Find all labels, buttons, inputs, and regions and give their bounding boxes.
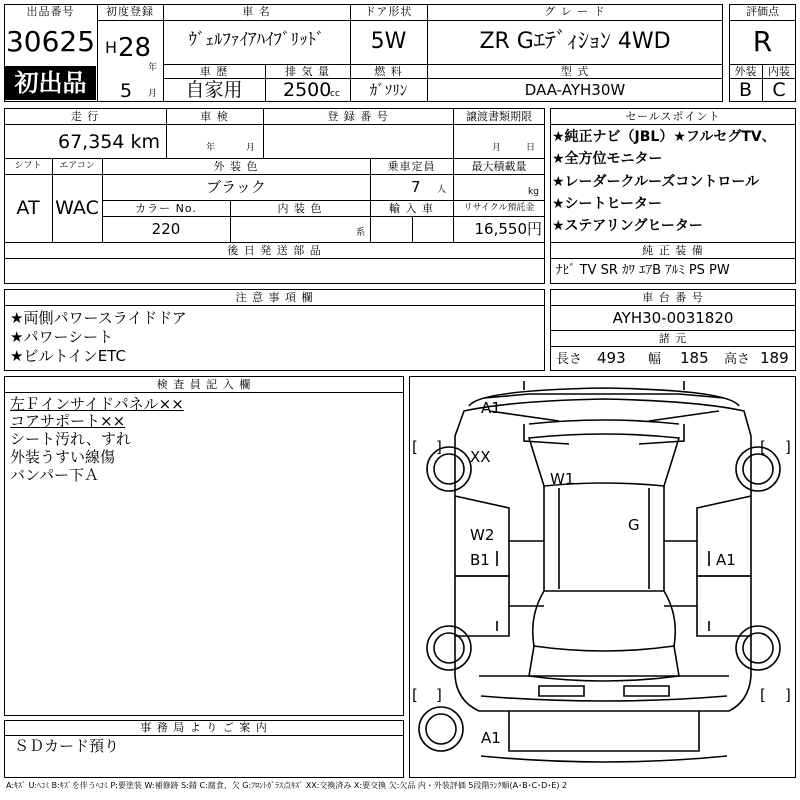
- plate-label: 登 録 番 号: [327, 110, 389, 123]
- car-name-label: 車 名: [242, 5, 271, 18]
- displacement-label: 排 気 量: [285, 65, 330, 78]
- max-load-unit: kg: [528, 187, 539, 197]
- damage-mark: XX: [470, 448, 491, 466]
- inspector-line: シート汚れ、すれ: [10, 430, 131, 448]
- inspection-month-unit: 月: [246, 143, 256, 153]
- transfer-month-unit: 月: [492, 143, 502, 153]
- diagram-bracket: ]: [436, 438, 442, 456]
- car-name: ｳﾞｪﾙﾌｧｲｱﾊｲﾌﾞﾘｯﾄﾞ: [188, 30, 325, 50]
- diagram-bracket: ]: [785, 686, 791, 704]
- notes-line: ★ビルトインETC: [10, 347, 126, 365]
- recycle-deposit: 16,550円: [474, 220, 542, 238]
- equipment-label: 純 正 装 備: [642, 244, 704, 257]
- interior-color-label: 内 装 色: [277, 202, 323, 215]
- inspector-line: 左Ｆインサイドパネル××: [10, 395, 184, 413]
- damage-mark: G: [628, 516, 640, 534]
- history-label: 車 歴: [199, 65, 229, 78]
- capacity: 7: [411, 178, 421, 196]
- history: 自家用: [185, 79, 243, 101]
- notes-line: ★パワーシート: [10, 328, 114, 346]
- sales-points-label: セールスポイント: [625, 110, 721, 123]
- chassis-label: 車 台 番 号: [642, 291, 704, 304]
- color-number-label: カラー No.: [135, 202, 197, 215]
- legend-text: A:ｷｽﾞ U:ﾍｺﾐ B:ｷｽﾞを伴うﾍｺﾐ P:要塗装 W:補修跡 S:錆 C:腐食、欠 G:ﾌﾛﾝﾄｶﾞﾗｽ点ｷｽﾞ XX:交換済み X:要交換 欠:欠品 内・外装評価 5段階ﾗﾝｸ順(A･B･C･D･E) 2: [6, 781, 568, 790]
- ac-label: エアコン: [59, 161, 95, 171]
- diagram-bracket: ]: [436, 686, 442, 704]
- grade-label: グ レ ー ド: [544, 5, 606, 18]
- recycle-deposit-label: リサイクル預託金: [463, 203, 535, 213]
- height-label: 高さ: [724, 352, 751, 367]
- diagram-bracket: [: [760, 686, 766, 704]
- door-label: ドア形状: [364, 5, 413, 18]
- spec-label: 諸 元: [658, 332, 688, 345]
- score: R: [752, 25, 773, 58]
- max-load-label: 最大積載量: [471, 160, 527, 173]
- color-number: 220: [151, 220, 181, 238]
- exterior-grade: B: [738, 79, 753, 101]
- inspection-year-unit: 年: [206, 143, 216, 153]
- damage-mark: B1: [470, 551, 490, 569]
- car-diagram: [409, 376, 796, 778]
- sales-point-item: ★純正ナビ（JBL）★フルセグTV、: [552, 129, 776, 145]
- mileage: 67,354 km: [58, 131, 161, 153]
- exterior-color: ブラック: [206, 178, 266, 196]
- inspector-line: 外装うすい線傷: [10, 448, 116, 466]
- month: 5: [120, 80, 133, 102]
- wheel-icon: [419, 447, 780, 751]
- length-label: 長さ: [556, 352, 583, 367]
- month-unit: 月: [148, 89, 158, 99]
- inspector-line: コアサポート××: [10, 412, 126, 430]
- diagram-bracket: [: [412, 438, 418, 456]
- height: 189: [760, 349, 789, 367]
- score-label: 評価点: [746, 5, 779, 18]
- first-listing-badge-text: 初出品: [14, 69, 87, 97]
- width: 185: [680, 349, 709, 367]
- era: H: [105, 38, 118, 57]
- transfer-day-unit: 日: [526, 143, 536, 153]
- lot-number-label: 出品番号: [26, 5, 75, 18]
- air-conditioner: WAC: [55, 197, 99, 219]
- inspection-label: 車 検: [200, 110, 229, 123]
- sales-point-item: ★レーダークルーズコントロール: [552, 174, 760, 190]
- year: 28: [118, 33, 152, 63]
- displacement-unit: cc: [330, 89, 340, 99]
- capacity-unit: 人: [437, 185, 447, 195]
- door-type: 5W: [370, 29, 407, 54]
- damage-mark: A1: [481, 399, 501, 417]
- year-unit: 年: [148, 63, 158, 73]
- fuel-label: 燃 料: [374, 65, 403, 78]
- sales-point-item: ★シートヒーター: [552, 196, 662, 212]
- sales-point-item: ★全方位モニター: [552, 151, 663, 167]
- shift: AT: [16, 197, 40, 219]
- office-label: 事 務 局 よ り ご 案 内: [140, 721, 268, 734]
- damage-mark: A1: [481, 729, 501, 747]
- sales-point-item: ★ステアリングヒーター: [552, 218, 703, 234]
- interior-color-unit: 系: [356, 228, 366, 238]
- office-note: ＳＤカード預り: [14, 737, 120, 755]
- notes-label: 注 意 事 項 欄: [235, 291, 314, 304]
- grade: ZR Gｴﾃﾞｨｼｮﾝ 4WD: [479, 29, 671, 54]
- diagram-bracket: ]: [785, 438, 791, 456]
- damage-mark: A1: [716, 551, 736, 569]
- diagram-bracket: [: [760, 438, 766, 456]
- model-label: 型 式: [560, 65, 590, 78]
- exterior-color-label: 外 装 色: [213, 160, 259, 173]
- capacity-label: 乗車定員: [387, 160, 436, 173]
- width-label: 幅: [648, 352, 662, 367]
- exterior-grade-label: 外装: [734, 65, 757, 78]
- first-registration-label: 初度登録: [106, 5, 154, 18]
- import-label: 輸 入 車: [389, 202, 434, 215]
- inspector-line: バンパー下Ａ: [10, 466, 99, 484]
- mileage-label: 走 行: [70, 110, 100, 123]
- shift-label: シフト: [14, 161, 42, 171]
- inspector-label: 検 査 員 記 入 欄: [156, 378, 252, 391]
- diagram-bracket: [: [412, 686, 418, 704]
- displacement: 2500: [283, 79, 332, 101]
- fuel: ｶﾞｿﾘﾝ: [369, 81, 408, 99]
- interior-grade: C: [772, 79, 786, 101]
- damage-mark: W1: [550, 470, 575, 488]
- chassis-number: AYH30-0031820: [612, 309, 734, 327]
- transfer-deadline-label: 譲渡書類期限: [466, 110, 532, 123]
- interior-grade-label: 内装: [768, 65, 790, 78]
- equipment-list: ﾅﾋﾞ TV SR ｶﾜ ｴｱB ｱﾙﾐ PS PW: [556, 263, 730, 278]
- model: DAA-AYH30W: [524, 81, 626, 99]
- damage-mark: W2: [470, 526, 495, 544]
- notes-line: ★両側パワースライドドア: [10, 309, 187, 327]
- lot-number: 30625: [5, 25, 96, 58]
- length: 493: [597, 349, 626, 367]
- later-parts-label: 後 日 発 送 部 品: [227, 244, 322, 257]
